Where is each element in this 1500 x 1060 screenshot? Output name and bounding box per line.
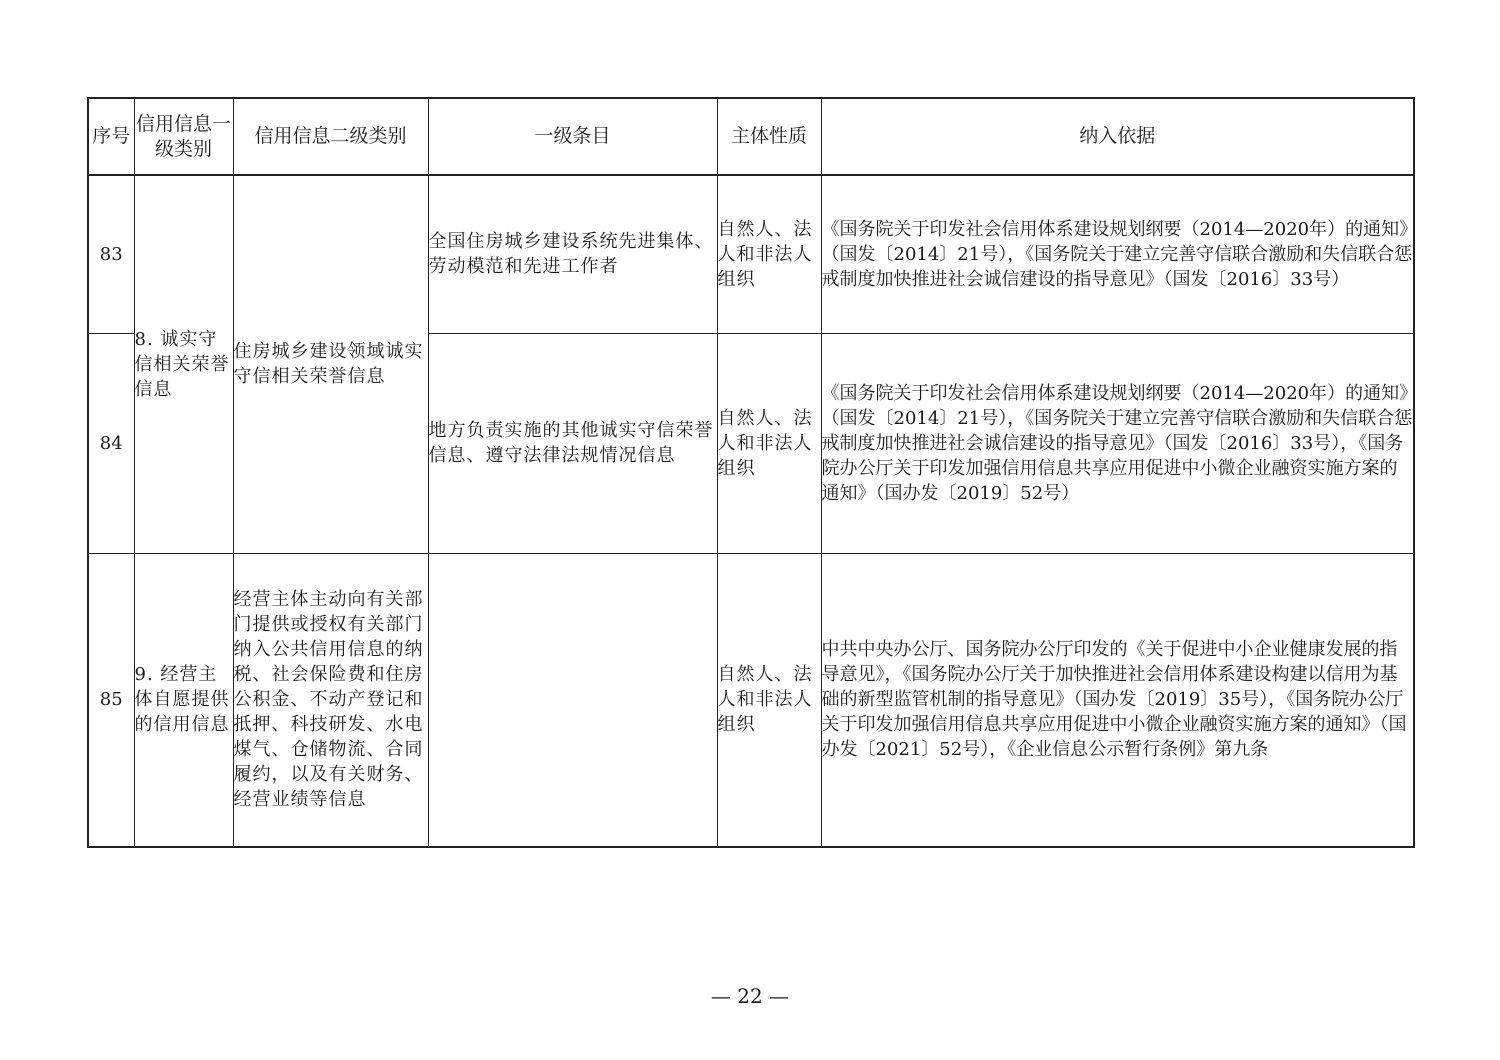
header-level2-category: 信用信息二级类别 [233, 98, 428, 175]
row-level1-item [428, 553, 717, 847]
row-subject-type: 自然人、法人和非法人组织 [717, 175, 821, 333]
row-level1-item: 全国住房城乡建设系统先进集体、劳动模范和先进工作者 [428, 175, 717, 333]
credit-info-table [87, 97, 1415, 848]
row-basis: 《国务院关于印发社会信用体系建设规划纲要（2014—2020年）的通知》（国发〔2014〕21号），《国务院关于建立完善守信联合激励和失信联合惩戒制度加快推进社会诚信建设的指导意见》（国发〔2016〕33号） [821, 175, 1414, 333]
row-seq: 84 [88, 333, 134, 553]
page-number: — 22 — [710, 984, 790, 1008]
group-level2-category: 住房城乡建设领域诚实守信相关荣誉信息 [233, 175, 428, 553]
table-header-row [88, 98, 1414, 175]
row-subject-type: 自然人、法人和非法人组织 [717, 333, 821, 553]
group-level1-category: 8. 诚实守信相关荣誉信息 [134, 175, 233, 553]
group-level2-category: 经营主体主动向有关部门提供或授权有关部门纳入公共信用信息的纳税、社会保险费和住房公积金、不动产登记和抵押、科技研发、水电煤气、仓储物流、合同履约，以及有关财务、经营业绩等信息 [233, 553, 428, 847]
row-seq: 83 [88, 175, 134, 333]
row-level1-item: 地方负责实施的其他诚实守信荣誉信息、遵守法律法规情况信息 [428, 333, 717, 553]
group-level1-category: 9. 经营主体自愿提供的信用信息 [134, 553, 233, 847]
header-basis: 纳入依据 [821, 98, 1414, 175]
header-subject-type: 主体性质 [717, 98, 821, 175]
header-seq: 序号 [88, 98, 134, 175]
row-basis: 《国务院关于印发社会信用体系建设规划纲要（2014—2020年）的通知》（国发〔2014〕21号），《国务院关于建立完善守信联合激励和失信联合惩戒制度加快推进社会诚信建设的指导意见》（国发〔2016〕33号），《国务院办公厅关于印发加强信用信息共享应用促进中小微企业融资实施方案的通知》（国办发〔2019〕52号） [821, 333, 1414, 553]
table-row [88, 553, 1414, 847]
table-row [88, 175, 1414, 333]
header-level1-item: 一级条目 [428, 98, 717, 175]
row-subject-type: 自然人、法人和非法人组织 [717, 553, 821, 847]
row-seq: 85 [88, 553, 134, 847]
header-level1-category: 信用信息一级类别 [134, 98, 233, 175]
row-basis: 中共中央办公厅、国务院办公厅印发的《关于促进中小企业健康发展的指导意见》，《国务院办公厅关于加快推进社会信用体系建设构建以信用为基础的新型监管机制的指导意见》（国办发〔2019〕35号），《国务院办公厅关于印发加强信用信息共享应用促进中小微企业融资实施方案的通知》（国办发〔2021〕52号），《企业信息公示暂行条例》第九条 [821, 553, 1414, 847]
